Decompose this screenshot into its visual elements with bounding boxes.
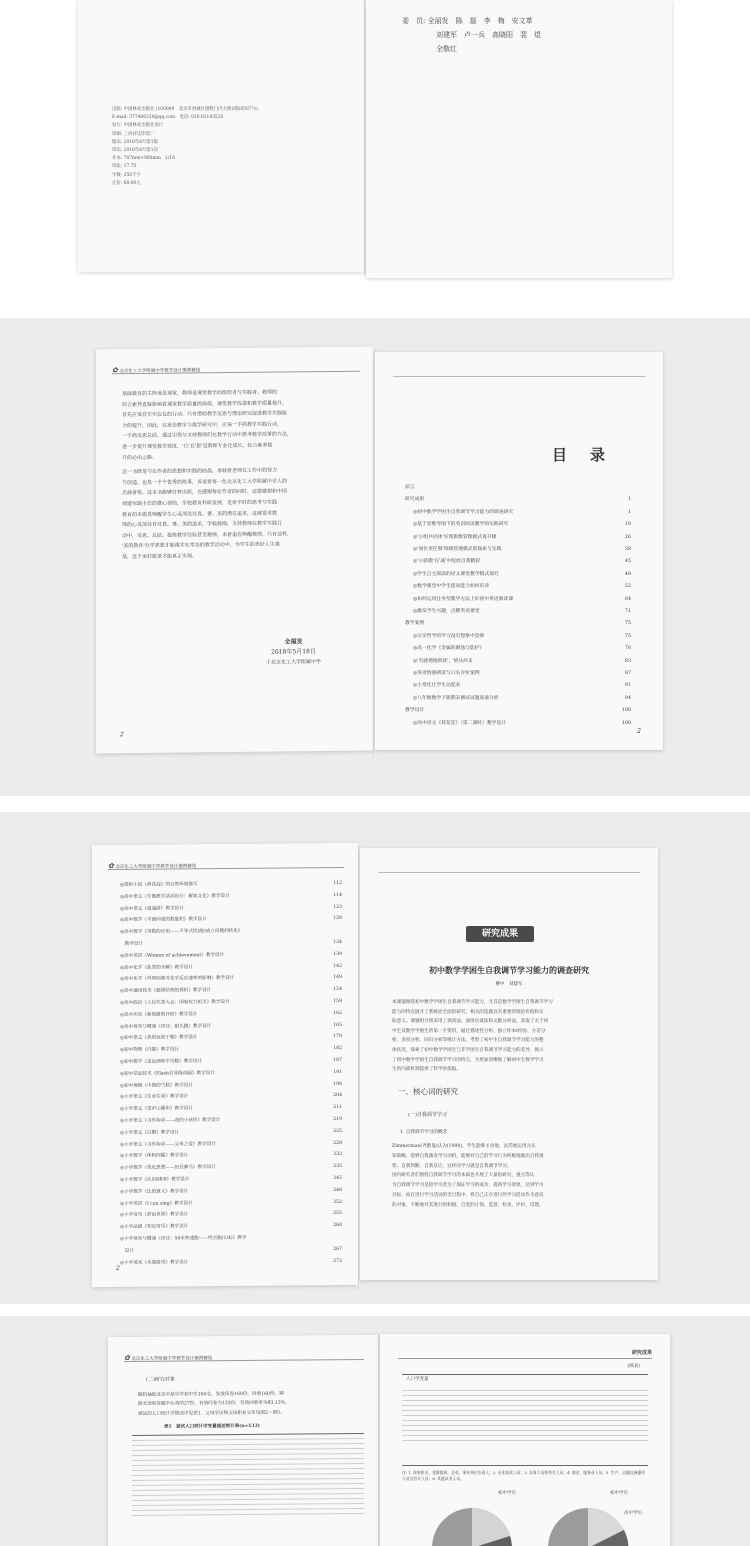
logo-icon: ✿ xyxy=(124,1353,130,1363)
toc-entry xyxy=(413,583,631,590)
toc-entry xyxy=(413,509,631,516)
imprint-line: 定价: 68.00元 xyxy=(112,180,141,186)
toc-entry xyxy=(120,928,342,937)
body-line: 升的必由之路。 xyxy=(122,454,158,461)
toc-continued-page xyxy=(92,843,358,1287)
toc-entry xyxy=(120,1176,342,1185)
toc-entry xyxy=(120,905,342,914)
toc-entry-page: 228 xyxy=(333,1140,342,1146)
toc-entry xyxy=(120,964,342,973)
toc-entry-page: 87 xyxy=(624,671,631,676)
toc-entry xyxy=(120,1223,342,1232)
body-line: 动中，反思、总结、提炼教学经验甚至规律，本着追在唤醒教师，只有这样， xyxy=(122,531,293,539)
logo-icon: ✿ xyxy=(108,861,114,871)
toc-entry-title: ◎高中语文《逍遥游》教学设计 xyxy=(120,905,184,912)
table-rows xyxy=(132,1438,364,1516)
toc-entry-page: 38 xyxy=(624,547,631,552)
toc-entry xyxy=(120,1082,342,1091)
running-header xyxy=(108,859,344,870)
body-line: 除无效和答题不认真的27份，有效问卷为133份，有效回收率为83.13%， xyxy=(138,1400,290,1408)
toc-entry xyxy=(120,916,342,925)
toc-entry-page: 162 xyxy=(333,1010,342,1016)
toc-entry-title: ◎高中体育与健康《田径：耐久跑》教学设计 xyxy=(120,1023,212,1030)
photo-panel-data-tables xyxy=(0,1316,750,1546)
toc-entry xyxy=(413,670,631,677)
imprint-line: 印次: 2018年8月第1次 xyxy=(112,148,158,154)
abstract-line: 了初中数学学困生自我调节学习的特点，为更加清晰地了解初中生数学学习 xyxy=(392,1057,544,1063)
page-number-right: 2 xyxy=(637,728,641,735)
imprint-line: 发行: 中国林业出版社发行 xyxy=(112,123,164,129)
toc-entry-page: 18 xyxy=(624,522,631,528)
toc-entry-title: ◎高中数学《平面向量的数量积》教学设计 xyxy=(120,917,207,924)
toc-entry xyxy=(120,1164,342,1173)
toc-entry-page: 108 xyxy=(621,720,631,726)
signature-school: 于北京化工大学附属中学 xyxy=(266,659,322,666)
body-line: 一手抓反思总结，通过引领与支持教师们在教学行动中思考教学改革的方法， xyxy=(122,431,293,440)
toc-entry xyxy=(413,534,631,541)
photo-panel-toc-article xyxy=(0,812,750,1304)
toc-entry xyxy=(413,608,631,615)
toc-entry xyxy=(413,521,631,528)
toc-entry-page: 83 xyxy=(624,658,631,664)
toc-entry-page: 134 xyxy=(333,939,342,946)
section-badge: 研究成果 xyxy=(466,926,534,942)
committee-page xyxy=(366,0,672,278)
toc-entry-page: 198 xyxy=(333,1081,342,1087)
body-line: 师的心灵深处有对真、善、美的追求，学校鼓励，支持教师在教学实践行 xyxy=(122,520,283,529)
toc-entry-title: ◎小学语文《白鹅》教学设计 xyxy=(120,1130,180,1136)
running-header xyxy=(393,368,645,377)
toc-entry-title: ◎初中信息技术《Flash引导线动画》教学设计 xyxy=(120,1070,215,1077)
toc-entry xyxy=(120,1129,342,1138)
article-author: 柳中 刘建军 xyxy=(495,982,523,987)
toc-entry-page: 219 xyxy=(333,1116,342,1123)
body-line: 目标，而在进行学习活动的全过程中，将自己正在进行的学习活动作为意识 xyxy=(392,1192,544,1198)
toc-entry xyxy=(120,1023,342,1032)
toc-entry-title: ◎'小组共同体'实现班级管理模式再升级 xyxy=(413,534,497,540)
toc-entry-title: ◎小学品德《知足常乐》教学设计 xyxy=(120,1224,189,1231)
toc-entry xyxy=(413,720,631,727)
toc-entry-title: ◎高中语文《专题教学活动设计：解客文化》教学设计 xyxy=(120,893,230,900)
toc-entry xyxy=(120,1011,342,1020)
photo-gap xyxy=(0,1304,750,1316)
body-line: '美的教育'办学思想才能落实在常态的教学活动中，为学生的美好人生奠 xyxy=(122,541,280,550)
toc-entry-page: 139 xyxy=(333,951,342,957)
toc-entry xyxy=(120,1247,342,1256)
imprint-line: E-mail: 377406220@qq.com 电话: 010-83143520 xyxy=(112,115,224,121)
toc-entry-title: ◎高中政治《人民代表大会：国家权力机关》教学设计 xyxy=(120,999,230,1006)
toc-entry-page: 191 xyxy=(333,1069,342,1075)
toc-entry xyxy=(405,707,631,714)
toc-entry xyxy=(413,658,631,665)
toc-entry-page: 45 xyxy=(624,559,631,565)
toc-entry-title: ◎如何运用任务型教学方法上好初中英语阅读课 xyxy=(413,596,514,602)
toc-entry-page: 211 xyxy=(333,1105,342,1111)
body-line: 首先应该有实实在在的行动。只有借助教学反思与理论研究促进教学实践能 xyxy=(122,410,288,419)
page-number-left: 2 xyxy=(120,731,124,739)
toc-entry-page: 267 xyxy=(333,1246,342,1252)
toc-entry-page: 159 xyxy=(333,998,342,1005)
toc-entry xyxy=(120,1034,342,1043)
header-text: 北京化工大学附属中学教学设计案例精选 xyxy=(119,368,201,375)
toc-entry-page: 94 xyxy=(624,695,631,701)
imprint-block xyxy=(112,106,352,188)
body-line: 这一书既是与在作者的思想和实践的结晶，承载着老师在工作中的努力 xyxy=(122,467,278,476)
preface-body xyxy=(122,387,358,563)
toc-entry-title: ◎小学英语《I can sing》教学设计 xyxy=(120,1200,193,1207)
body-line: 进一步提升课堂教学效度，'行'且'思'是教师专业化成长，综合素养提 xyxy=(122,442,273,451)
results-page xyxy=(380,1334,670,1546)
header-text: 北京化工大学附属中学教学设计案例精选 xyxy=(115,864,197,870)
toc-entry-page: 232 xyxy=(333,1152,342,1158)
abstract-line: 体状况，探索了初中数学学困生与非学困生自我调节学习能力的差异，揭示 xyxy=(392,1047,544,1053)
data-table xyxy=(132,1433,364,1546)
abstract-line: 际意义。课题组分别采用了调查法、深度访谈法和文献分析法，获取了关于初 xyxy=(392,1019,549,1025)
body-line: 与创造，也是一个个优秀的故事，诉说着每一位北京化工大学附属中学人的 xyxy=(122,478,288,486)
toc-title: 目 录 xyxy=(551,446,609,464)
toc-entry-page: 255 xyxy=(333,1211,342,1217)
signature: 全福发 xyxy=(284,638,303,646)
imprint-line: 印张: 17.75 xyxy=(112,164,137,170)
toc-entry-title: ◎学生自主阅读的语文课堂教学模式探究 xyxy=(413,571,499,577)
toc-entry-title: ◎小学数学《比的意义》教学设计 xyxy=(120,1189,189,1195)
toc-entry-title: ◎小学语文《习作指导——我的小伙伴》教学设计 xyxy=(120,1118,221,1124)
toc-entry-page: 75 xyxy=(624,633,631,639)
toc-entry-title: ◎初中物理《内能》教学设计 xyxy=(120,1047,180,1054)
toc-entry-title: ◎小学数学《认识8和9》教学设计 xyxy=(120,1177,190,1183)
toc-entry-title: ◎宗亲哲学的学习没有想象中恐怖 xyxy=(413,633,485,639)
subsection-heading: (一)自我调节学习 xyxy=(408,1112,447,1118)
toc-entry-page: 108 xyxy=(621,708,631,714)
abstract-line: 析、多因分析、回归分析等统计方法，考察了初中生自我调节学习能力的整 xyxy=(392,1038,544,1044)
imprint-line: 开本: 787mm×960mm 1/16 xyxy=(112,156,175,162)
toc-entry xyxy=(413,558,631,565)
logo-icon: ✿ xyxy=(112,366,118,375)
toc-entry-page: 260 xyxy=(333,1223,342,1229)
body-line: 综合素养直接影响着课堂教学质量的高低，课堂教学改进和教学质量提升， xyxy=(122,400,288,408)
toc-entry-page: 252 xyxy=(333,1199,342,1205)
committee-names: 刘建军 卢一兵 高晓阳 裴 煜 xyxy=(436,31,541,39)
section-body xyxy=(138,1389,368,1419)
toc-entry-page: 1 xyxy=(627,509,631,515)
toc-entry xyxy=(120,1200,342,1209)
toc-entry xyxy=(413,571,631,578)
body-line: 基，这个美好愿景才能真正实现。 xyxy=(122,553,198,561)
toc-entry xyxy=(120,940,342,949)
table-header-cell: 人口学变量 xyxy=(406,1377,429,1382)
toc-entry-title: 研究成果 xyxy=(405,497,425,503)
toc-entry-title: ◎小学音乐《彩色世界》教学设计 xyxy=(120,1212,189,1219)
toc-list xyxy=(120,880,342,1266)
toc-entry xyxy=(120,1117,342,1126)
toc-entry xyxy=(120,1259,342,1268)
toc-entry-title: ◎初中数学《走近调和平均数》教学设计 xyxy=(120,1059,203,1065)
toc-entry-title: ◎小学语文《生命生命》教学设计 xyxy=(120,1094,189,1101)
toc-entry-title: ◎小学数学《体积问题》教学设计 xyxy=(120,1153,189,1160)
body-line: 刘建军副主任的费心帮助，学校教育科研发展，是将平时的思考与实践 xyxy=(122,499,278,508)
photo-panel-preface-toc xyxy=(0,318,750,796)
continued-table xyxy=(402,1374,648,1466)
concept-heading: 1. 自我调节学习的概念 xyxy=(400,1130,448,1135)
toc-entry-title: ◎'小骄傲'在'减'中绽放自我精彩 xyxy=(413,559,481,565)
toc-entry-title: ◎小变化让学生动起来 xyxy=(413,683,461,689)
imprint-line: 版次: 2018年8月第1版 xyxy=(112,139,158,145)
toc-entry xyxy=(120,975,342,984)
toc-entry-page: 123 xyxy=(333,904,342,910)
toc-entry-title: ◎初中地理《中国的气候》教学设计 xyxy=(120,1082,193,1089)
toc-entry-page: 165 xyxy=(333,1022,342,1028)
toc-entry xyxy=(120,1058,342,1067)
toc-entry-title: 教学设计 xyxy=(120,941,143,947)
pie-charts xyxy=(410,1486,650,1546)
running-header xyxy=(124,1351,364,1362)
toc-entry-page: 272 xyxy=(333,1258,342,1264)
page-number-left: 2 xyxy=(116,1264,120,1272)
committee-names: 全敬红 xyxy=(436,45,457,53)
toc-entry xyxy=(120,1141,342,1150)
section-heading: (二)研究对象 xyxy=(146,1376,175,1383)
toc-entry xyxy=(120,952,342,961)
abstract-line: 生的内部机制提供了科学的依据。 xyxy=(392,1067,461,1073)
abstract-line: 本课题围绕初中数学学困生自我调节学习能力，尤其是数学学困生自我调节学习 xyxy=(392,1000,553,1005)
running-header xyxy=(378,864,640,873)
toc-entry-title: ◎小学数学《优化思想——田忌赛马》教学设计 xyxy=(120,1165,216,1172)
toc-entry xyxy=(120,893,342,902)
body-line: 知策略，能够自我激发学习动机，能够对自己的学习行为积极地做出自我观 xyxy=(392,1153,544,1159)
toc-entry-title: ◎高中化学《盐类的水解》教学设计 xyxy=(120,964,193,971)
toc-entry-page: 245 xyxy=(333,1175,342,1182)
signature-block xyxy=(266,637,321,668)
toc-entry-page: 142 xyxy=(333,963,342,969)
toc-entry-title: ◎八年级数学下册期末测试试题质量分析 xyxy=(413,695,499,701)
toc-entry-title: ◎高中历史《新航路的开辟》教学设计 xyxy=(120,1012,198,1018)
imprint-line: 印刷: 三河祥达印装厂 xyxy=(112,131,155,137)
toc-entry xyxy=(120,1093,342,1102)
toc-entry-title: ◎高中通用技术《稳固结构的探析》教学设计 xyxy=(120,988,212,995)
toc-entry-page: 248 xyxy=(333,1187,342,1193)
article-body xyxy=(392,1142,628,1211)
toc-entry-title: 前言 xyxy=(405,485,415,490)
toc-entry xyxy=(120,881,342,890)
section-heading: 一、核心词的研究 xyxy=(398,1087,458,1096)
photo-panel-copyright xyxy=(0,0,750,300)
toc-entry xyxy=(413,645,631,652)
committee-row xyxy=(402,14,541,28)
toc-entry xyxy=(120,1188,342,1197)
toc-entry-page: 154 xyxy=(333,987,342,993)
toc-entry xyxy=(120,1070,342,1079)
body-line: 随机抽取北京市某中学初中生160名，发放问卷160份，回收160份，剔 xyxy=(138,1391,284,1398)
toc-entry-title: ◎'有感情地朗读'，情从何来 xyxy=(413,658,473,664)
toc-entry-title: ◎高一化学《金属的腐蚀与防护》 xyxy=(413,646,485,652)
toc-entry-page: 78 xyxy=(624,646,631,652)
committee-label: 委 员: xyxy=(402,17,426,25)
toc-entry-title: ◎数学课堂中学生提问能力如何培养 xyxy=(413,584,490,590)
toc-page xyxy=(375,352,663,750)
header-text: 研究成果 xyxy=(631,1350,652,1356)
toc-entry-page: 1 xyxy=(627,497,631,503)
toc-entry-title: ◎高中化学《外界因素对化学反应速率的影响》教学设计 xyxy=(120,976,235,983)
toc-entry-page: 204 xyxy=(333,1093,342,1099)
toc-entry-page: 71 xyxy=(624,609,631,614)
article-page xyxy=(360,848,658,1280)
abstract xyxy=(392,998,628,1075)
preface-page xyxy=(96,347,374,754)
toc-entry-title: ◎初中语文《我的叔叔于勒》教学设计 xyxy=(120,1035,198,1042)
toc-entry xyxy=(120,1105,342,1114)
body-line: 察、自我判断、自我反应，这样的学习就是自我调节学习。 xyxy=(392,1163,512,1169)
toc-entry xyxy=(413,546,631,553)
toc-entry-title: ◎小学语文《习作指导——父母之爱》教学设计 xyxy=(120,1141,216,1148)
toc-entry-title: ◎'岗位责任制'班级管理模式的探索与实践 xyxy=(413,547,502,552)
toc-entry-page: 91 xyxy=(624,683,631,689)
research-subject-page xyxy=(108,1335,378,1546)
toc-entry-page: 114 xyxy=(333,892,342,898)
body-line: 被试的人口统计学情况详见表1，父母学历和父母职业分布见图2～图5。 xyxy=(138,1410,285,1417)
toc-entry-page: 170 xyxy=(333,1034,342,1040)
body-line: 基础教育的主阵地是课堂，教师是课堂教学的组织者与实践者。教师的 xyxy=(122,389,278,398)
toc-entry-title: ◎小学体育与健康《田径：50米快速跑——终点跑(1/4)》教学 xyxy=(120,1235,247,1242)
body-line: 教育的本质是唤醒学生心灵深处对真、善、美的潜在追求，这就要求教 xyxy=(122,510,278,518)
toc-entry-page: 182 xyxy=(333,1046,342,1052)
imprint-line: 字数: 350千字 xyxy=(112,172,141,178)
pie-label: 初中学历 xyxy=(610,1491,628,1496)
toc-entry-page: 26 xyxy=(624,534,631,540)
toc-entry-page: 112 xyxy=(333,880,342,887)
toc-entry xyxy=(120,999,342,1008)
toc-entry xyxy=(120,1235,342,1244)
photo-gap xyxy=(0,300,750,318)
toc-entry-title: ◎初中数学学困生自我调节学习能力的调查研究 xyxy=(413,509,514,515)
toc-entry-title: 教学设计 xyxy=(405,708,425,714)
abstract-line: 能力的特点展开了系统而全面的研究，相关的选题具有重要的理论价值和实 xyxy=(392,1009,544,1015)
toc-entry-page: 235 xyxy=(333,1164,342,1170)
toc-entry xyxy=(413,633,631,640)
body-line: 点滴喜悦。这本书能够付梓出版，在感谢每位作者的同时，还要感谢和中国 xyxy=(122,488,288,497)
table-caption: 表1 被试人口统计学变量描述统计表(n=133) xyxy=(164,1423,260,1430)
running-header xyxy=(398,1350,652,1359)
continued-label: (续表) xyxy=(627,1364,640,1369)
toc-entry-title: ◎英语情感朗读与口头评价案例 xyxy=(413,671,480,676)
pie-chart-right xyxy=(548,1508,628,1546)
toc-entry xyxy=(413,682,631,689)
toc-entry-title: ◎高中英语《Women of achievement》教学设计 xyxy=(120,952,225,959)
imprint-line: 出版: 中国林业出版社 (100009 北京市西城区德胜门内大街刘海胡同7号) xyxy=(112,107,258,112)
pie-label: 高中学历 xyxy=(624,1511,642,1516)
toc-entry xyxy=(405,620,631,627)
article-title: 初中数学学困生自我调节学习能力的调查研究 xyxy=(429,965,589,975)
body-line: 国内研究者们围绕自我调节学习的本质也开展了大量的研究，重点等认 xyxy=(392,1173,535,1179)
table-notes: 注: 1. 按家机关、党群组织、企业、事业单位负责人；2. 专业技术人员；3. 办事人员和有关人员；4. 商业、服务业人员；5. 生产、运输设备操作人员及有关人员；6. 其他从业人员。 xyxy=(402,1470,646,1481)
abstract-line: 中生及数学学困生的第一手资料，通过描述性分析、独立样本t检验、方差分 xyxy=(392,1028,546,1034)
toc-entry-title: ◎小学语文《望庐山瀑布》教学设计 xyxy=(120,1106,193,1113)
toc-entry-title: 教学案例 xyxy=(405,621,425,627)
toc-entry-title: ◎高中语文《荷花淀》（第二课时）教学设计 xyxy=(413,720,506,726)
signature-date: 2018年5月18日 xyxy=(271,648,316,656)
pie-chart-left xyxy=(432,1508,512,1546)
toc-entry xyxy=(120,1152,342,1161)
toc-entry-title: ◎激发学生兴趣，点燃英语课堂 xyxy=(413,609,480,614)
body-line: 的对象，不断地对其进行的积极、自觉的计划、监督、检查、评价、反馈、 xyxy=(392,1202,544,1208)
toc-entry-page: 149 xyxy=(333,975,342,981)
toc-entry-title: ◎高中数学《导数的应用——不等式恒(能)成立问题的转化》 xyxy=(120,929,243,936)
toc-entry xyxy=(413,695,631,702)
toc-entry-page: 52 xyxy=(624,584,631,590)
toc-entry-page: 48 xyxy=(624,571,631,577)
committee-names: 全丽发 陈 磊 李 梅 安文革 xyxy=(427,17,533,25)
toc-entry-page: 128 xyxy=(333,916,342,922)
pie-label: 初中学历 xyxy=(498,1491,516,1496)
toc-entry-title: ◎基于思维导图下的英语阅读教学的实践研究 xyxy=(413,522,509,528)
toc-entry xyxy=(120,1211,342,1220)
toc-entry-title: ◎小学美术《水墨游戏》教学设计 xyxy=(120,1259,189,1266)
toc-entry xyxy=(405,496,631,503)
toc-entry-title: ◎赏析小说《荷花淀》的自然环境描写 xyxy=(120,882,198,888)
body-line: 力的提升，因此，在常态教学与教学研究中，应该一手抓教学实践行动， xyxy=(122,421,283,429)
copyright-page xyxy=(78,0,364,272)
photo-gap xyxy=(0,796,750,812)
header-text: 北京化工大学附属中学教学设计案例精选 xyxy=(131,1356,213,1362)
toc-entry-title: 设计 xyxy=(120,1248,134,1254)
toc-entry-page: 187 xyxy=(333,1057,342,1064)
body-line: 为自我调节学习是指学习者为了保证学习的成功，提高学习效果，达到学习 xyxy=(392,1183,544,1189)
running-header xyxy=(112,363,360,375)
table-rows xyxy=(402,1390,648,1441)
toc-entry xyxy=(413,596,631,603)
toc-entry-page: 75 xyxy=(624,621,631,627)
toc-entry-page: 64 xyxy=(624,596,631,602)
toc-entry xyxy=(405,484,631,491)
toc-entry-page: 225 xyxy=(333,1128,342,1134)
toc-entry xyxy=(120,1046,342,1055)
toc-entry xyxy=(120,987,342,996)
body-line: Zimmerman(齐默曼)认为(1990)，学生能够主动地、灵活地运用元认 xyxy=(392,1144,536,1149)
